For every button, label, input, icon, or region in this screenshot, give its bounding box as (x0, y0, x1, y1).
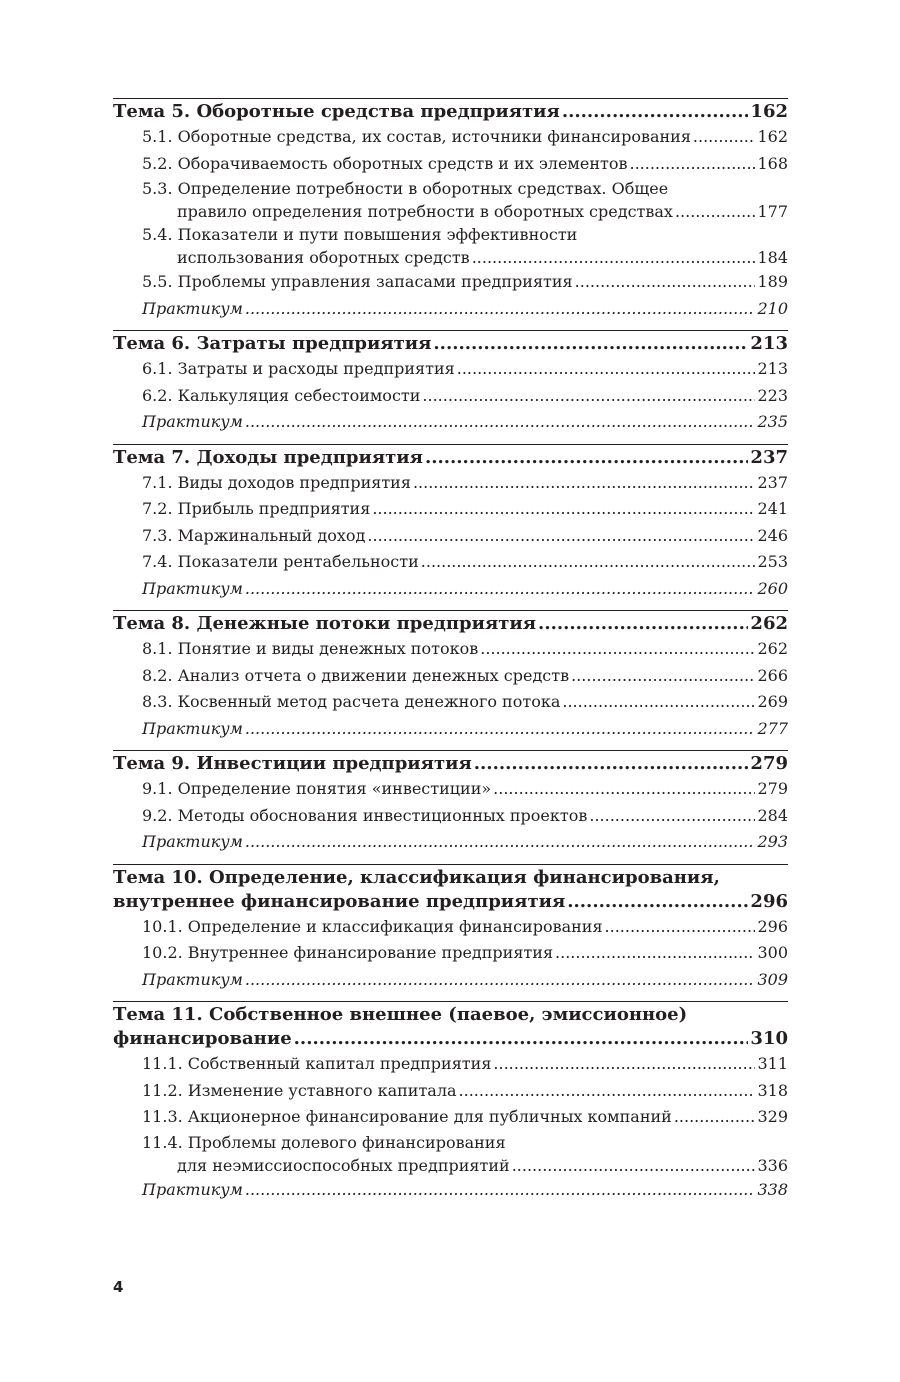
subsection-entry (113, 914, 788, 941)
toc-topic (113, 98, 788, 322)
entry-title: Практикум (142, 718, 243, 738)
entry-title: 7.4. Показатели рентабельности (142, 552, 419, 571)
entry-title: 11.3. Акционерное финансирование для публичных компаний (142, 1107, 672, 1126)
table-of-contents (113, 98, 788, 1211)
entry-page-number: 184 (757, 248, 788, 267)
topic-heading-line (113, 890, 788, 914)
topic-page-number: 296 (750, 890, 788, 912)
topic-heading-line (113, 866, 788, 890)
entry-page-number: 296 (757, 916, 788, 936)
dot-leader (459, 1078, 756, 1105)
topic-heading-line (113, 752, 788, 776)
topic-title: финансирование (113, 1028, 292, 1049)
practicum-entry (113, 576, 788, 603)
dot-leader (413, 470, 756, 497)
dot-leader (294, 1027, 749, 1051)
dot-leader (693, 124, 756, 151)
dot-leader (493, 1051, 755, 1078)
topic-heading-line (113, 612, 788, 636)
entry-page-number: 309 (757, 969, 788, 989)
dot-leader (589, 803, 755, 830)
topic-page-number: 310 (750, 1028, 788, 1049)
entry-title: 11.4. Проблемы долевого финансирования (142, 1132, 506, 1152)
subsection-entry (113, 1051, 788, 1078)
topic-heading-line (113, 1003, 788, 1027)
entry-title: 7.3. Маржинальный доход (142, 525, 366, 545)
entry-page-number: 279 (757, 779, 788, 798)
dot-leader (474, 752, 749, 776)
entry-page-number: 336 (757, 1155, 788, 1175)
entry-title: Практикум (142, 298, 243, 318)
subsection-entry (113, 1154, 788, 1177)
entry-page-number: 293 (757, 832, 788, 851)
topic-title: внутреннее финансирование предприятия (113, 890, 566, 912)
entry-title: 8.2. Анализ отчета о движении денежных средств (142, 665, 570, 685)
entry-title: 5.2. Оборачиваемость оборотных средств и их элементов (142, 153, 628, 173)
entry-page-number: 262 (757, 639, 788, 658)
dot-leader (245, 409, 756, 436)
entry-page-number: 189 (757, 272, 788, 291)
dot-leader (567, 890, 748, 914)
entry-page-number: 318 (757, 1080, 788, 1100)
subsection-entry (113, 689, 788, 716)
subsection-entry (113, 151, 788, 178)
entry-page-number: 223 (757, 385, 788, 405)
dot-leader (605, 914, 756, 941)
entry-title: Практикум (142, 412, 243, 431)
entry-title: 5.1. Оборотные средства, их состав, источники финансирования (142, 127, 691, 146)
dot-leader (512, 1154, 756, 1177)
subsection-entry (113, 803, 788, 830)
topic-title: Тема 8. Денежные потоки предприятия (113, 613, 537, 634)
topic-title: Тема 6. Затраты предприятия (113, 333, 432, 354)
entry-page-number: 241 (757, 499, 788, 518)
entry-title: Практикум (142, 578, 243, 598)
practicum-entry (113, 829, 788, 856)
entry-title: 5.3. Определение потребности в оборотных средствах. Общее (142, 179, 669, 198)
subsection-entry (113, 1104, 788, 1131)
subsection-entry (113, 177, 788, 200)
entry-page-number: 162 (757, 127, 788, 146)
dot-leader (245, 1177, 756, 1204)
toc-topic (113, 864, 788, 994)
entry-page-number: 338 (757, 1179, 788, 1199)
dot-leader (629, 151, 755, 178)
topic-heading-line (113, 1027, 788, 1051)
topic-title: Тема 7. Доходы предприятия (113, 446, 423, 468)
entry-page-number: 277 (757, 718, 788, 738)
subsection-entry (113, 356, 788, 383)
dot-leader (457, 356, 756, 383)
entry-title: 11.2. Изменение уставного капитала (142, 1080, 457, 1100)
subsection-entry (113, 383, 788, 410)
dot-leader (367, 523, 755, 550)
practicum-entry (113, 296, 788, 323)
toc-topic (113, 444, 788, 603)
topic-heading-line (113, 446, 788, 470)
entry-page-number: 246 (757, 525, 788, 545)
dot-leader (245, 296, 756, 323)
subsection-entry (113, 223, 788, 246)
practicum-entry (113, 409, 788, 436)
entry-page-number: 311 (757, 1054, 788, 1073)
dot-leader (575, 269, 756, 296)
entry-title: 6.1. Затраты и расходы предприятия (142, 359, 455, 378)
entry-page-number: 269 (757, 692, 788, 711)
dot-leader (562, 689, 755, 716)
entry-title: 10.2. Внутреннее финансирование предприятия (142, 943, 554, 962)
toc-topic (113, 330, 788, 436)
entry-title: использования оборотных средств (177, 248, 470, 267)
practicum-entry (113, 967, 788, 994)
toc-topic (113, 610, 788, 742)
dot-leader (433, 332, 748, 356)
entry-page-number: 213 (757, 359, 788, 378)
subsection-entry (113, 1078, 788, 1105)
toc-topic (113, 750, 788, 856)
entry-page-number: 284 (757, 805, 788, 825)
dot-leader (425, 446, 748, 470)
dot-leader (538, 612, 748, 636)
dot-leader (245, 716, 756, 743)
subsection-entry (113, 470, 788, 497)
topic-title: Тема 11. Собственное внешнее (паевое, эмиссионное) (113, 1004, 688, 1025)
entry-page-number: 329 (757, 1107, 788, 1126)
entry-title: правило определения потребности в оборотных средствах (177, 202, 673, 221)
subsection-entry (113, 523, 788, 550)
topic-page-number: 279 (750, 753, 788, 774)
subsection-entry (113, 663, 788, 690)
subsection-entry (113, 246, 788, 269)
topic-page-number: 162 (750, 101, 788, 122)
entry-title: 8.1. Понятие и виды денежных потоков (142, 639, 479, 658)
toc-topic (113, 1001, 788, 1203)
dot-leader (493, 776, 755, 803)
dot-leader (372, 496, 755, 523)
dot-leader (245, 829, 756, 856)
subsection-entry (113, 776, 788, 803)
topic-title: Тема 10. Определение, классификация финансирования, (113, 866, 720, 888)
subsection-entry (113, 1131, 788, 1154)
dot-leader (421, 549, 756, 576)
entry-page-number: 177 (757, 202, 788, 221)
entry-title: Практикум (142, 832, 243, 851)
dot-leader (245, 967, 756, 994)
entry-title: Практикум (142, 969, 243, 989)
practicum-entry (113, 716, 788, 743)
topic-page-number: 262 (750, 613, 788, 634)
dot-leader (674, 1104, 756, 1131)
dot-leader (422, 383, 755, 410)
entry-title: 8.3. Косвенный метод расчета денежного потока (142, 692, 561, 711)
subsection-entry (113, 124, 788, 151)
entry-title: 9.1. Определение понятия «инвестиции» (142, 779, 492, 798)
entry-title: 6.2. Калькуляция себестоимости (142, 385, 421, 405)
dot-leader (480, 636, 755, 663)
entry-page-number: 260 (757, 578, 788, 598)
entry-title: 10.1. Определение и классификация финансирования (142, 916, 603, 936)
entry-page-number: 235 (757, 412, 788, 431)
entry-title: 7.1. Виды доходов предприятия (142, 472, 411, 492)
subsection-entry (113, 200, 788, 223)
entry-title: для неэмиссиоспособных предприятий (177, 1155, 510, 1175)
dot-leader (675, 200, 756, 223)
dot-leader (245, 576, 756, 603)
subsection-entry (113, 549, 788, 576)
entry-title: 5.5. Проблемы управления запасами предприятия (142, 272, 573, 291)
subsection-entry (113, 269, 788, 296)
entry-page-number: 253 (757, 552, 788, 571)
entry-page-number: 300 (757, 943, 788, 962)
subsection-entry (113, 940, 788, 967)
entry-title: 7.2. Прибыль предприятия (142, 499, 371, 518)
entry-page-number: 266 (757, 665, 788, 685)
entry-title: 5.4. Показатели и пути повышения эффективности (142, 225, 578, 244)
topic-heading-line (113, 100, 788, 124)
practicum-entry (113, 1177, 788, 1204)
topic-heading-line (113, 332, 788, 356)
entry-title: 9.2. Методы обоснования инвестиционных проектов (142, 805, 588, 825)
topic-page-number: 213 (750, 333, 788, 354)
dot-leader (562, 100, 749, 124)
dot-leader (472, 246, 756, 269)
subsection-entry (113, 636, 788, 663)
topic-title: Тема 5. Оборотные средства предприятия (113, 101, 560, 122)
page-number: 4 (113, 1278, 124, 1296)
topic-page-number: 237 (750, 446, 788, 468)
dot-leader (571, 663, 755, 690)
topic-title: Тема 9. Инвестиции предприятия (113, 753, 472, 774)
entry-title: Практикум (142, 1179, 243, 1199)
entry-page-number: 210 (757, 298, 788, 318)
entry-title: 11.1. Собственный капитал предприятия (142, 1054, 492, 1073)
subsection-entry (113, 496, 788, 523)
dot-leader (555, 940, 755, 967)
entry-page-number: 237 (757, 472, 788, 492)
entry-page-number: 168 (757, 153, 788, 173)
